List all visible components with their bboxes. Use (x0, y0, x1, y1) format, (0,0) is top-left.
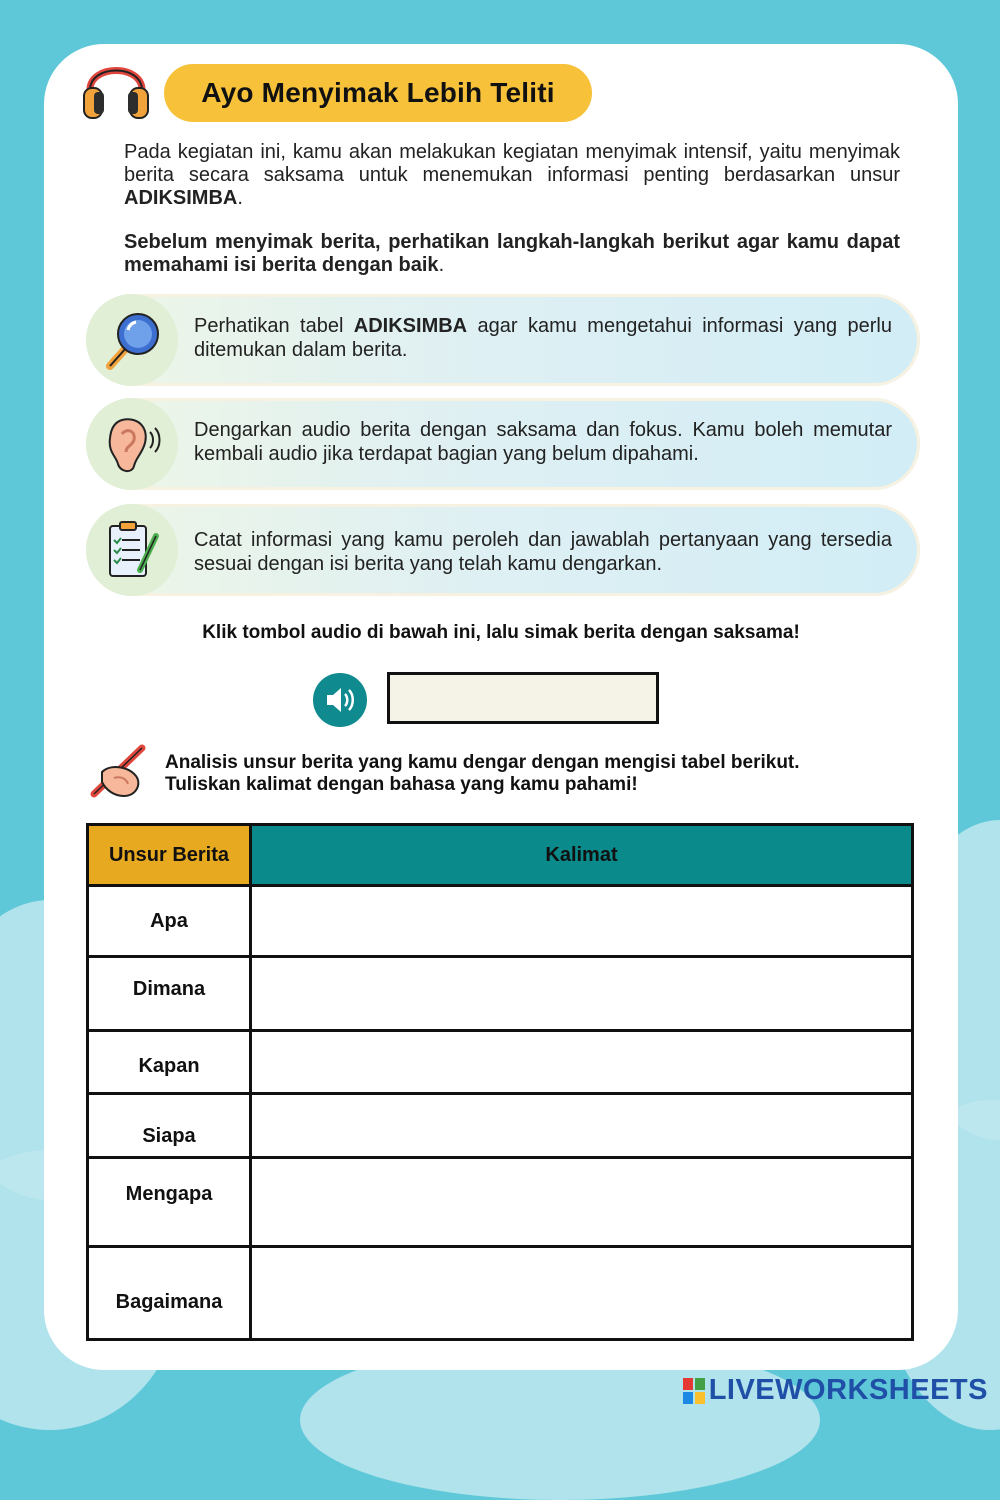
table-header-row (88, 825, 913, 886)
step-icon-badge (86, 294, 178, 386)
clipboard-icon (100, 518, 164, 582)
table-row (88, 957, 913, 1031)
before-listen-end: . (438, 254, 445, 276)
liveworksheets-logo[interactable] (683, 1374, 988, 1407)
writing-hand-icon (84, 742, 154, 802)
answer-input-bagaimana[interactable] (252, 1283, 911, 1304)
step-text-1 (194, 314, 892, 362)
answer-input-dimana[interactable] (252, 983, 911, 1004)
step-1-text-b: agar kamu mengetahui informasi yang perlu ditemukan dalam berita. (194, 315, 892, 361)
step-icon-badge (86, 504, 178, 596)
audio-answer-box[interactable] (387, 672, 659, 724)
intro-paragraph (124, 141, 900, 210)
answer-input-kapan[interactable] (252, 1052, 911, 1073)
liveworksheets-wordmark: LIVEWORKSHEETS (708, 1374, 988, 1406)
liveworksheets-mark-icon (683, 1378, 705, 1404)
analysis-line-1: Analisis unsur berita yang kamu dengar dengan mengisi tabel berikut. (165, 752, 800, 773)
answer-cell-kapan[interactable] (251, 1031, 913, 1094)
table-row (88, 1158, 913, 1247)
step-1-text-a: Perhatikan tabel (194, 315, 354, 337)
audio-instruction: Klik tombol audio di bawah ini, lalu simak berita dengan saksama! (202, 622, 800, 643)
answer-input-apa[interactable] (252, 911, 911, 932)
page-title: Ayo Menyimak Lebih Teliti (201, 77, 555, 108)
answer-cell-apa[interactable] (251, 886, 913, 957)
row-label-siapa: Siapa (88, 1094, 251, 1158)
table-row (88, 886, 913, 957)
headphones-icon (80, 50, 152, 122)
answer-cell-mengapa[interactable] (251, 1158, 913, 1247)
magnifier-icon (100, 308, 164, 372)
speaker-icon (323, 683, 357, 717)
analysis-line-2: Tuliskan kalimat dengan bahasa yang kamu pahami! (165, 774, 638, 795)
before-listen-paragraph (124, 231, 900, 277)
answer-cell-dimana[interactable] (251, 957, 913, 1031)
title-banner (164, 64, 592, 122)
answer-table (86, 823, 914, 1341)
answer-input-siapa[interactable] (252, 1115, 911, 1136)
step-text-3: Catat informasi yang kamu peroleh dan jawablah pertanyaan yang tersedia sesuai dengan isi berita yang telah kamu dengarkan. (194, 529, 892, 575)
table-header-kalimat: Kalimat (251, 825, 913, 886)
row-label-dimana: Dimana (88, 957, 251, 1031)
answer-cell-siapa[interactable] (251, 1094, 913, 1158)
answer-cell-bagaimana[interactable] (251, 1247, 913, 1340)
table-row (88, 1094, 913, 1158)
analysis-instruction (165, 752, 905, 796)
intro-text: Pada kegiatan ini, kamu akan melakukan kegiatan menyimak intensif, yaitu menyimak berita secara saksama untuk menemukan informasi penting berdasarkan unsur (124, 141, 900, 186)
audio-play-button[interactable] (313, 673, 367, 727)
step-icon-badge (86, 398, 178, 490)
row-label-apa: Apa (88, 886, 251, 957)
row-label-kapan: Kapan (88, 1031, 251, 1094)
row-label-mengapa: Mengapa (88, 1158, 251, 1247)
step-card-3 (86, 504, 920, 596)
step-1-keyword: ADIKSIMBA (353, 315, 468, 337)
step-card-2 (86, 398, 920, 490)
before-listen-text: Sebelum menyimak berita, perhatikan langkah-langkah berikut agar kamu dapat memahami isi berita dengan baik (124, 231, 900, 276)
table-header-unsur: Unsur Berita (88, 825, 251, 886)
table-row (88, 1031, 913, 1094)
ear-icon (100, 412, 164, 476)
step-text-2: Dengarkan audio berita dengan saksama dan fokus. Kamu boleh memutar kembali audio jika terdapat bagian yang belum dipahami. (194, 419, 892, 465)
intro-end: . (237, 187, 243, 209)
answer-input-mengapa[interactable] (252, 1192, 911, 1213)
table-row (88, 1247, 913, 1340)
step-card-1 (86, 294, 920, 386)
intro-keyword: ADIKSIMBA (124, 187, 238, 209)
row-label-bagaimana: Bagaimana (88, 1247, 251, 1340)
